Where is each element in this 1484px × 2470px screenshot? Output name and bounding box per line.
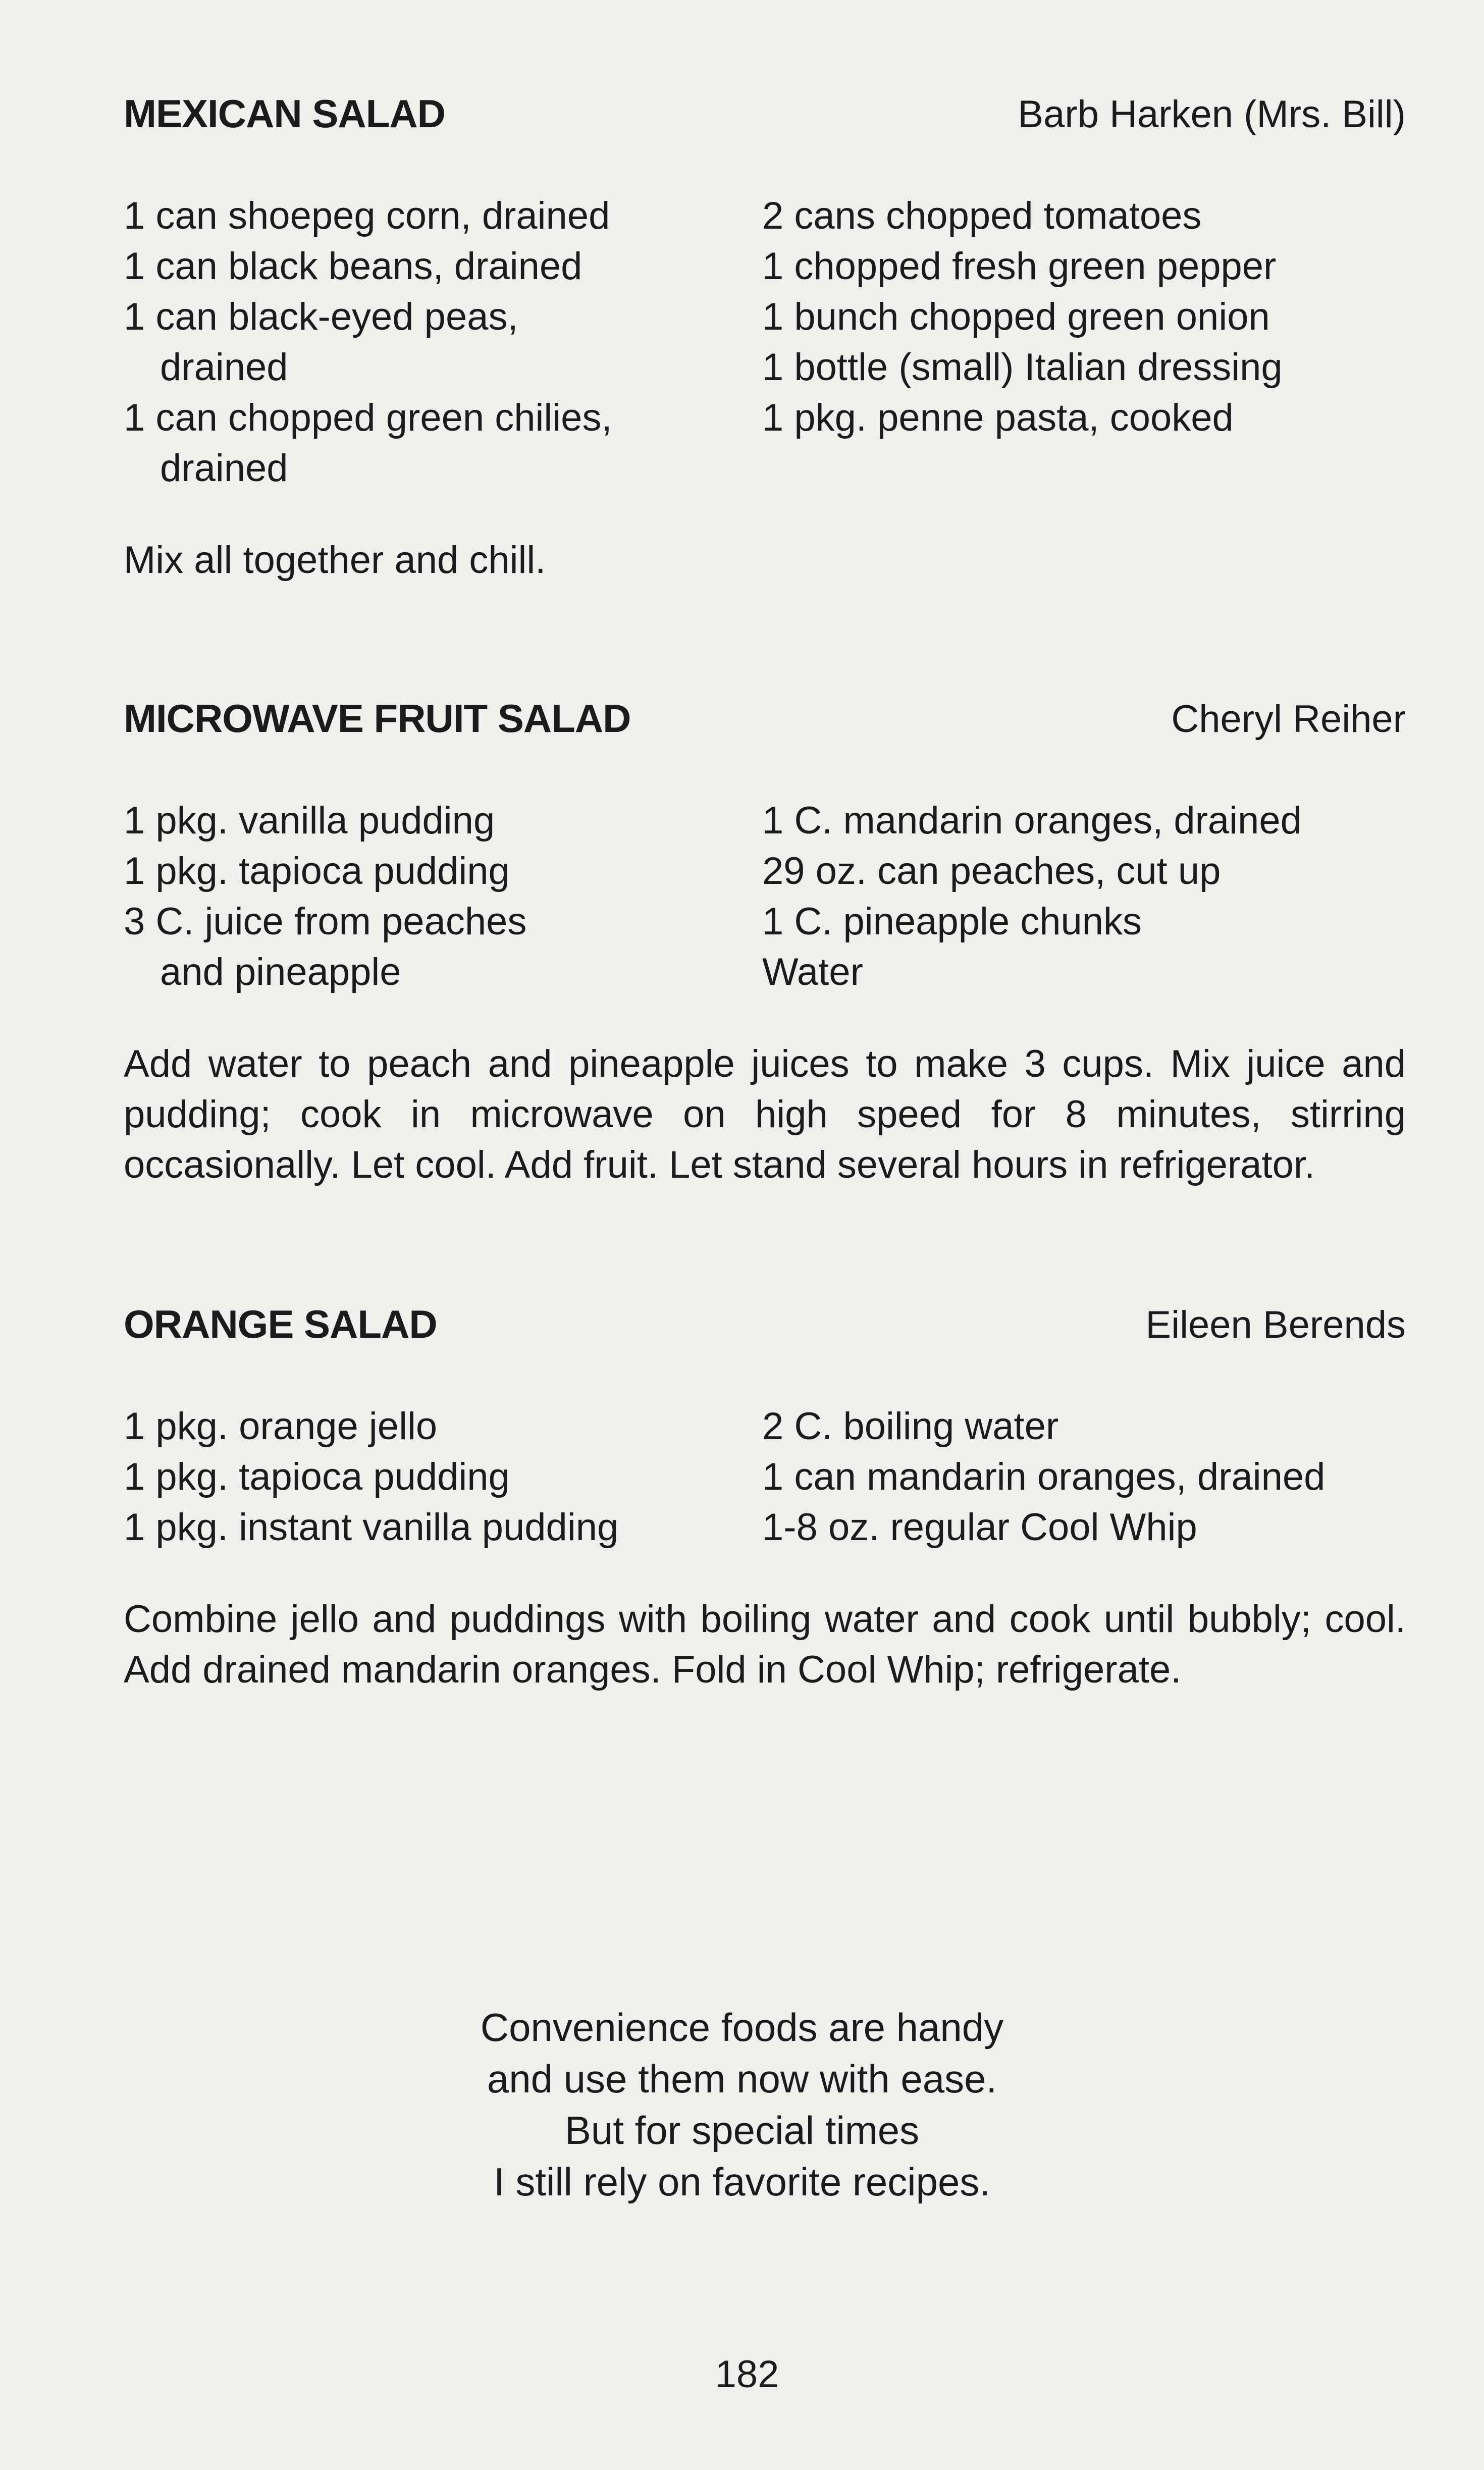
recipe-header	[124, 696, 1406, 746]
poem-line: and use them now with ease.	[487, 2057, 997, 2101]
page-number: 182	[715, 2353, 779, 2396]
recipe-header	[124, 91, 1406, 141]
ingredient-column-right	[762, 191, 1418, 443]
recipe-title: MEXICAN SALAD	[124, 91, 446, 136]
ingredient: 1 pkg. instant vanilla pudding	[124, 1506, 619, 1549]
ingredient: 1 C. mandarin oranges, drained	[762, 799, 1302, 842]
ingredient: 1 can black beans, drained	[124, 245, 582, 288]
ingredient: 1 pkg. tapioca pudding	[124, 850, 510, 892]
recipe-author: Barb Harken (Mrs. Bill)	[1018, 93, 1406, 136]
recipe-directions: Add water to peach and pineapple juices to make 3 cups. Mix juice and pudding; cook in microwave on high speed for 8 minutes, stirring occasionally. Let cool. Add fruit. Let stand several hours in refrigerator.	[124, 1042, 1406, 1186]
recipe-author: Cheryl Reiher	[1171, 698, 1406, 741]
ingredient-column-left	[124, 191, 760, 494]
ingredient: 2 cans chopped tomatoes	[762, 194, 1202, 237]
ingredient: 1 pkg. tapioca pudding	[124, 1455, 510, 1498]
ingredient: 1 can shoepeg corn, drained	[124, 194, 610, 237]
recipe-header	[124, 1301, 1406, 1352]
ingredient: 2 C. boiling water	[762, 1405, 1059, 1448]
ingredient: 1 can chopped green chilies, drained	[124, 396, 612, 490]
ingredient: 1 bottle (small) Italian dressing	[762, 346, 1283, 389]
poem	[0, 2002, 1484, 2208]
ingredient: 1 bunch chopped green onion	[762, 295, 1270, 338]
ingredient: 1 can black-eyed peas, drained	[124, 295, 518, 389]
recipe-microwave-fruit-salad	[124, 696, 1406, 1186]
poem-line: Convenience foods are handy	[480, 2005, 1004, 2049]
recipe-title: ORANGE SALAD	[124, 1302, 437, 1346]
ingredient: 1 C. pineapple chunks	[762, 900, 1142, 943]
ingredient-column-left	[124, 796, 760, 997]
poem-line: But for special times	[564, 2108, 920, 2152]
recipe-title: MICROWAVE FRUIT SALAD	[124, 696, 631, 741]
ingredient-column-right	[762, 1401, 1418, 1553]
recipe-orange-salad	[124, 1301, 1406, 1691]
ingredient-column-left	[124, 1401, 760, 1553]
recipe-directions: Mix all together and chill.	[124, 539, 546, 582]
ingredient: 1-8 oz. regular Cool Whip	[762, 1506, 1197, 1549]
poem-line: I still rely on favorite recipes.	[493, 2160, 991, 2204]
recipe-mexican-salad	[124, 91, 1406, 582]
ingredient: 29 oz. can peaches, cut up	[762, 850, 1221, 892]
ingredient: Water	[762, 951, 863, 993]
ingredient: 1 pkg. penne pasta, cooked	[762, 396, 1234, 439]
recipe-directions: Combine jello and puddings with boiling water and cook until bubbly; cool. Add drained mandarin oranges. Fold in Cool Whip; refrigerate.	[124, 1598, 1406, 1691]
recipe-author: Eileen Berends	[1145, 1303, 1406, 1346]
ingredient: 1 can mandarin oranges, drained	[762, 1455, 1326, 1498]
ingredient-column-right	[762, 796, 1418, 997]
ingredient: 1 pkg. orange jello	[124, 1405, 438, 1448]
ingredient: 1 pkg. vanilla pudding	[124, 799, 495, 842]
ingredient: 3 C. juice from peaches and pineapple	[124, 900, 527, 993]
ingredient: 1 chopped fresh green pepper	[762, 245, 1277, 288]
